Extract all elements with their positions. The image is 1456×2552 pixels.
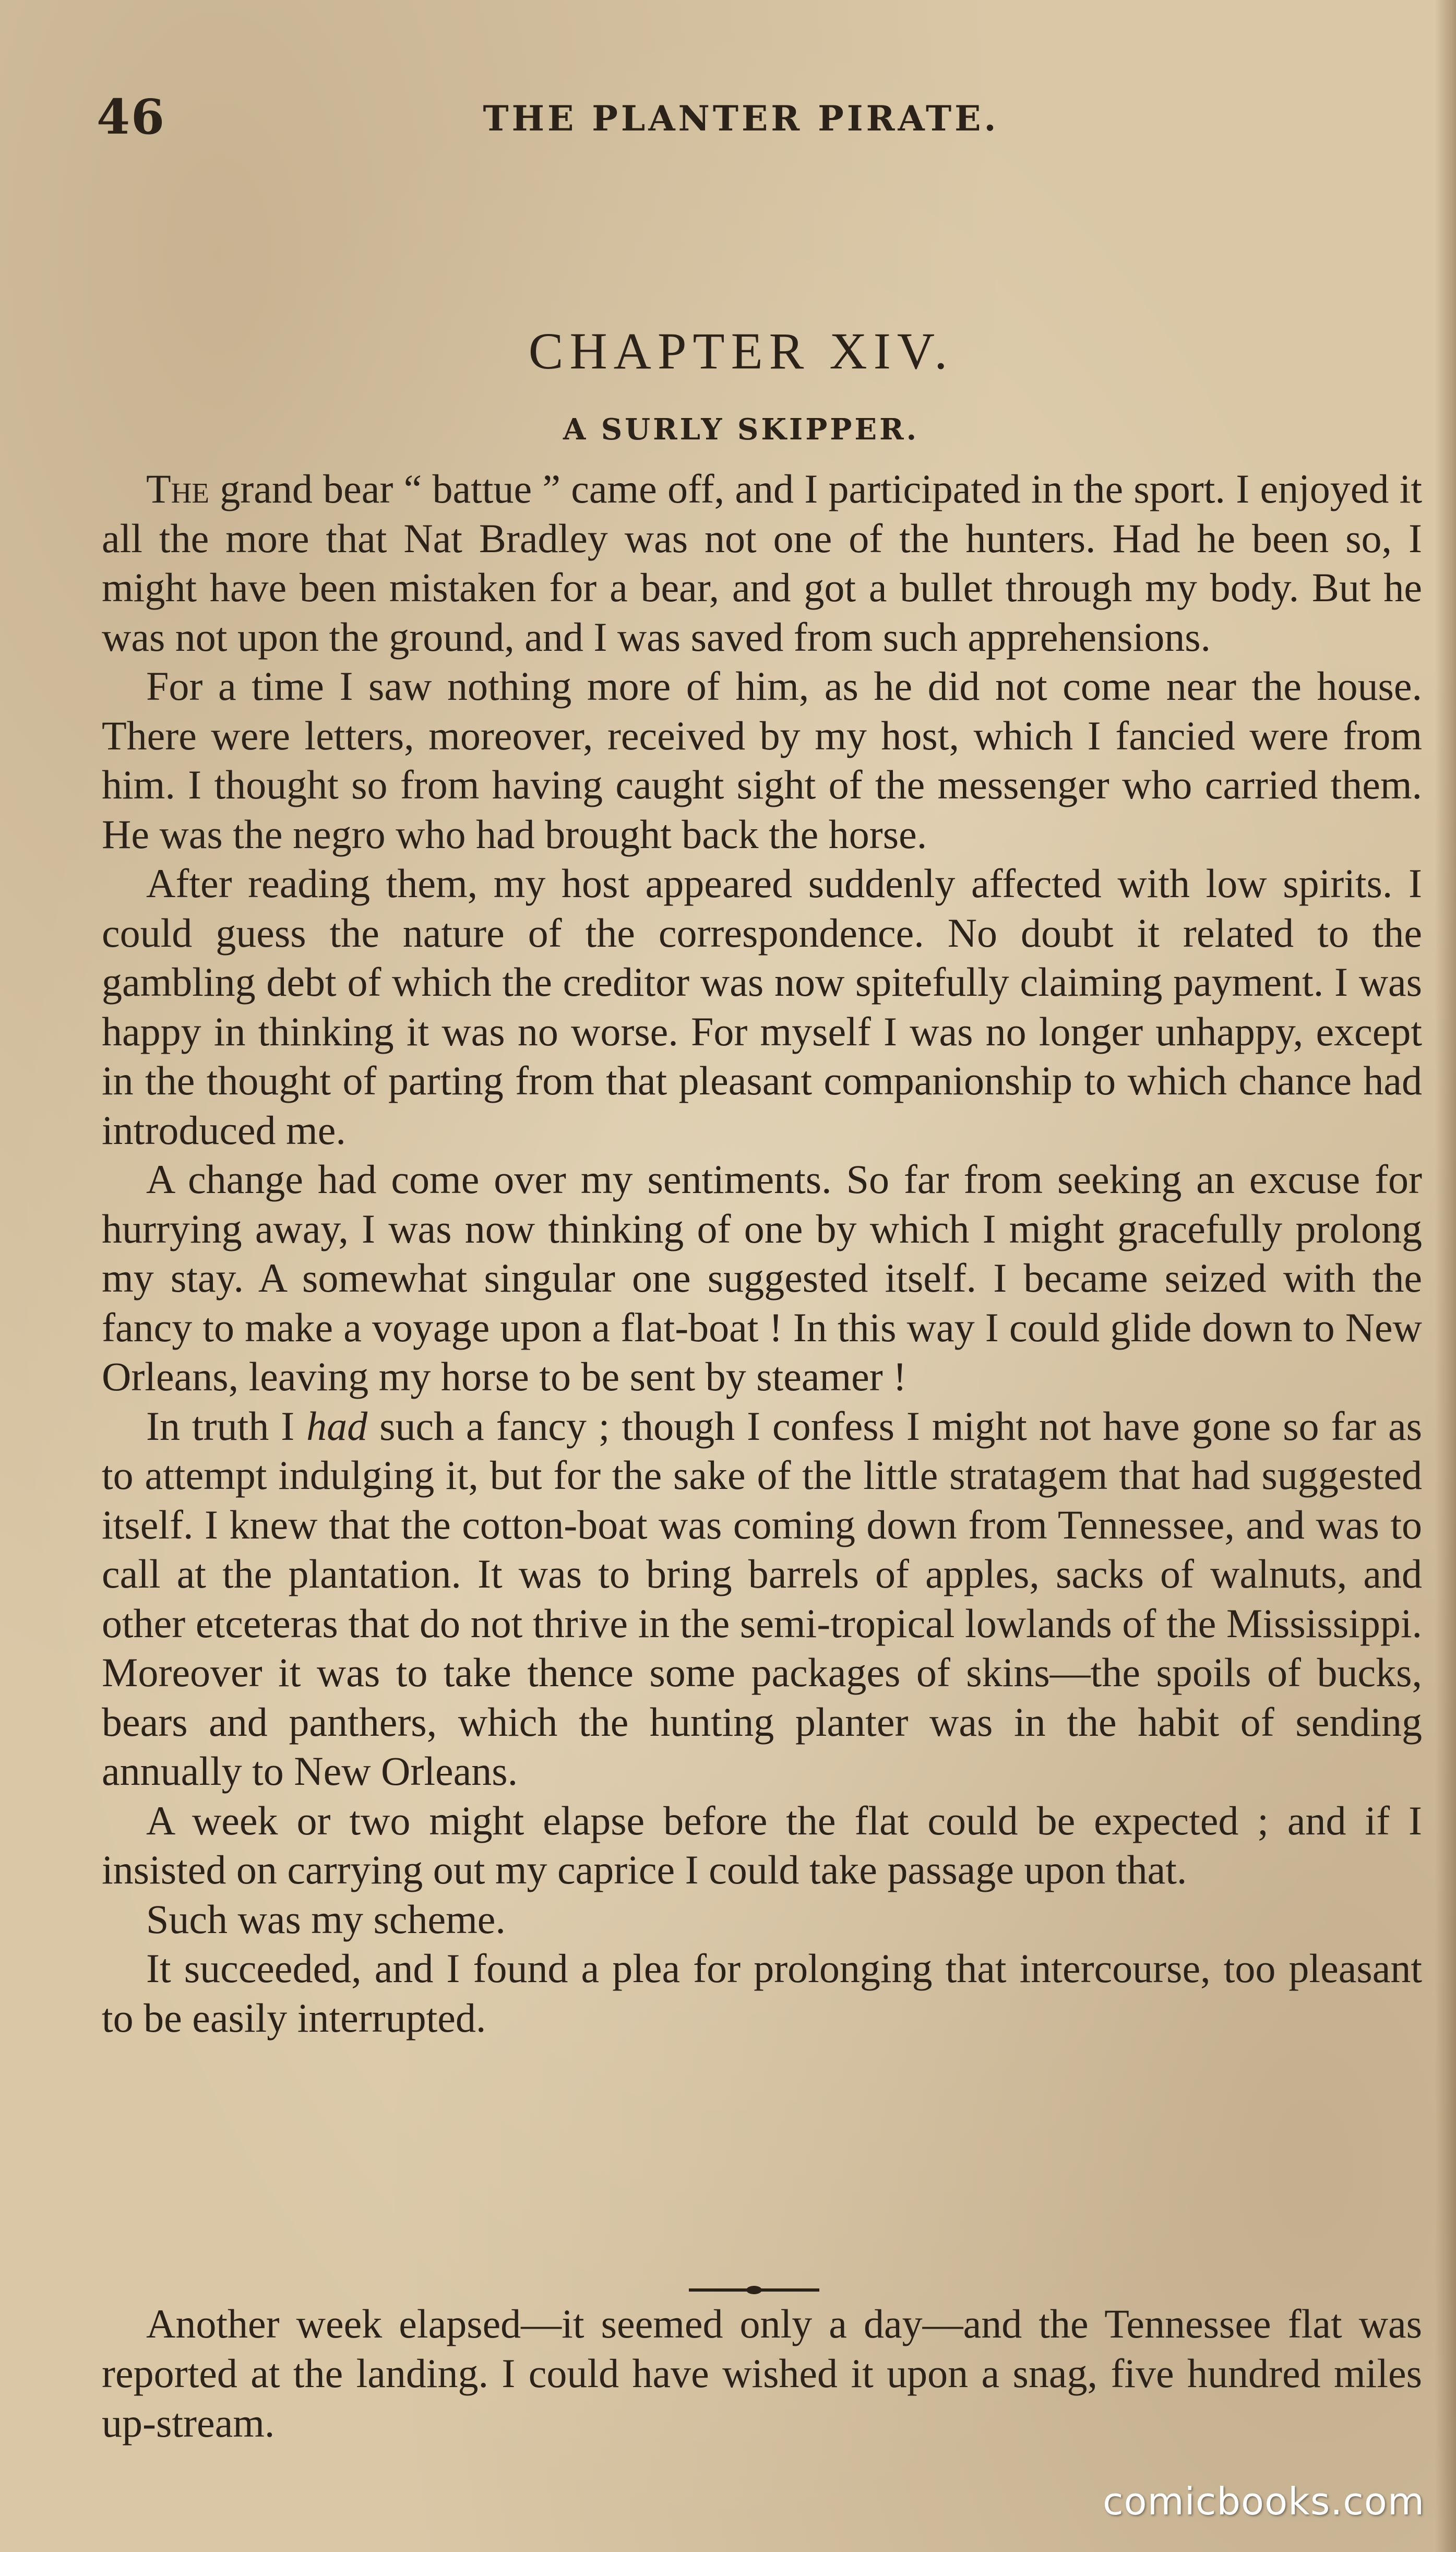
emphasized-word: had xyxy=(306,1403,368,1449)
paragraph-text: grand bear “ battue ” came off, and I participated in the sport. I enjoyed it all the more that Nat Bradley was not one of the hunters. Had he been so, I might have been mistaken for a bear, and got a bullet through my body. But he was not upon the ground, and I was saved from such apprehensions. xyxy=(102,466,1422,660)
paragraph: Such was my scheme. xyxy=(146,1896,506,1942)
paragraph-text: such a fancy ; though I confess I might not have gone so far as to attempt indulging it, but for the sake of the little stratagem that had suggested itself. I knew that the cotton-boat was coming down from Tennessee, and was to call at the plantation. It was to bring barrels of apples, sacks of walnuts, and other etceteras that do not thrive in the semi-tropical lowlands of the Mississippi. Moreover it was to take thence some packages of skins—the spoils of bucks, bears and panthers, which the hunting planter was in the habit of sending annually to New Orleans. xyxy=(102,1403,1423,1794)
paragraph: A week or two might elapse before the flat could be expected ; and if I insisted on carrying out my caprice I could take passage upon that. xyxy=(102,1797,1422,1892)
paragraph-text: In truth I xyxy=(146,1403,307,1449)
page-header xyxy=(97,89,1386,151)
paragraph-lead-word: The xyxy=(146,466,209,511)
closing-section xyxy=(102,2299,1422,2448)
paragraph xyxy=(102,1402,1422,1796)
chapter-subtitle: A SURLY SKIPPER. xyxy=(563,412,920,447)
page-number: 46 xyxy=(97,89,166,145)
paragraph xyxy=(102,464,1422,662)
watermark: comicbooks.com xyxy=(1102,2479,1425,2523)
paragraph: Another week elapsed—it seemed only a day—and the Tennessee flat was reported at the landing. I could have wished it upon a snag, five hundred miles up-stream. xyxy=(102,2301,1422,2446)
paragraph: For a time I saw nothing more of him, as he did not come near the house. There were letters, moreover, received by my host, which I fancied were from him. I thought so from having caught sight of the messenger who carried them. He was the negro who had brought back the horse. xyxy=(102,663,1422,857)
paragraph: It succeeded, and I found a plea for prolonging that intercourse, too pleasant to be easily interrupted. xyxy=(102,1946,1422,2041)
running-title: THE PLANTER PIRATE. xyxy=(483,98,999,139)
chapter-heading: CHAPTER XIV. xyxy=(528,322,954,380)
section-divider xyxy=(689,2288,819,2292)
page-edge-shadow xyxy=(1435,0,1456,2552)
paragraph: A change had come over my sentiments. So far from seeking an excuse for hurrying away, I was now thinking of one by which I might gracefully prolong my stay. A somewhat singular one suggested itself. I became seized with the fancy to make a voyage upon a flat-boat ! In this way I could glide down to New Orleans, leaving my horse to be sent by steamer ! xyxy=(102,1156,1422,1399)
chapter-body xyxy=(102,464,1422,2043)
paragraph: After reading them, my host appeared suddenly affected with low spirits. I could guess the nature of the correspondence. No doubt it related to the gambling debt of which the creditor was now spitefully claiming payment. I was happy in thinking it was no worse. For myself I was no longer unhappy, except in the thought of parting from that pleasant companionship to which chance had introduced me. xyxy=(102,861,1422,1153)
